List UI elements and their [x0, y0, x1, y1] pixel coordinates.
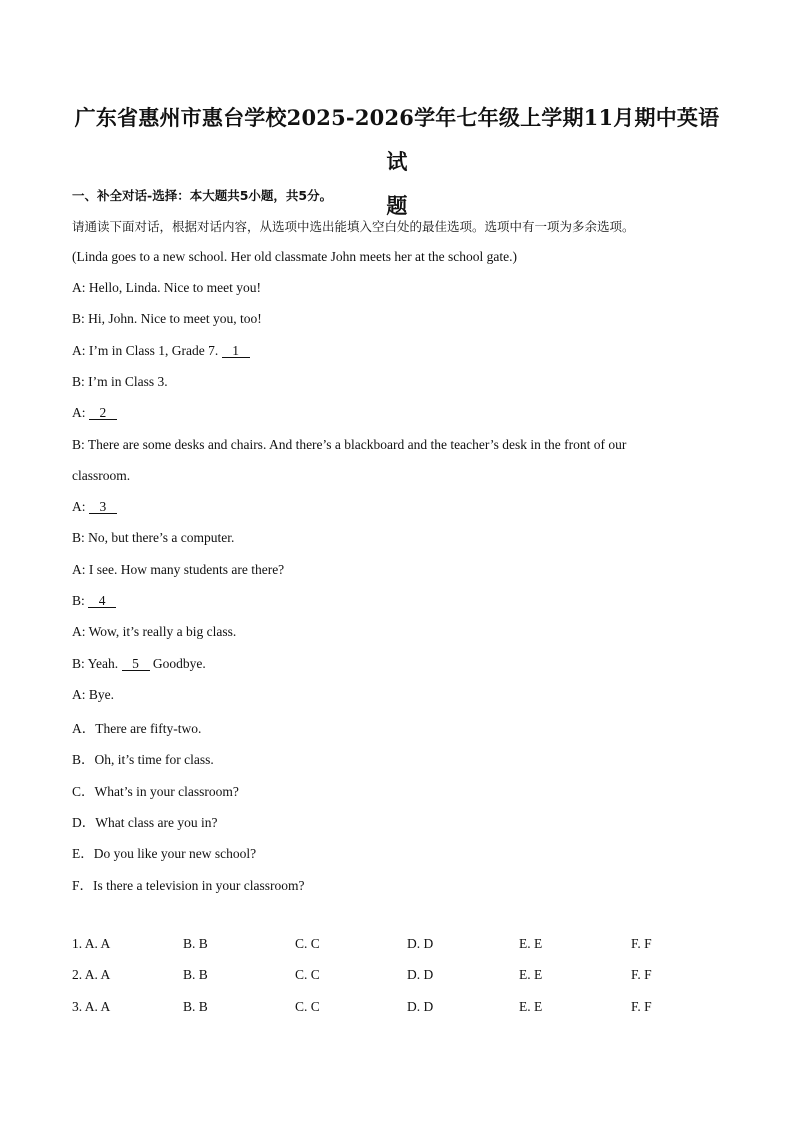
- dialogue-text: A: I’m in Class 1, Grade 7.: [72, 342, 219, 358]
- dialogue-line: [72, 437, 626, 453]
- choice-option: C．What’s in your classroom?: [72, 783, 239, 799]
- dialogue-line: [72, 499, 117, 515]
- dialogue-text: B: Hi, John. Nice to meet you, too!: [72, 311, 262, 327]
- answer-option[interactable]: F. F: [631, 998, 652, 1014]
- dialogue-line: [72, 311, 262, 327]
- choice-option: B．Oh, it’s time for class.: [72, 752, 214, 768]
- dialogue-line: [72, 468, 130, 484]
- answer-blank[interactable]: 2: [89, 406, 117, 420]
- answer-option[interactable]: B. B: [183, 936, 208, 951]
- dialogue-line: [72, 530, 234, 546]
- answer-option[interactable]: B. B: [183, 998, 208, 1014]
- answer-option[interactable]: E. E: [519, 967, 543, 983]
- answer-blank[interactable]: 4: [88, 594, 116, 608]
- dialogue-text: A: Wow, it’s really a big class.: [72, 624, 237, 640]
- dialogue-text: A: Hello, Linda. Nice to meet you!: [72, 280, 261, 295]
- title-line-1: 广东省惠州市惠台学校2025-2026学年七年级上学期11月期中英语试: [74, 105, 720, 174]
- dialogue-line: [72, 374, 168, 390]
- answer-option[interactable]: 3. A. A: [72, 998, 111, 1014]
- choice-option: D．What class are you in?: [72, 814, 218, 830]
- answer-option[interactable]: B. B: [183, 967, 208, 983]
- dialogue-line: [72, 687, 114, 703]
- title-line-2: 题: [386, 193, 408, 218]
- dialogue-text: B:: [72, 593, 85, 608]
- answer-blank[interactable]: 1: [222, 344, 250, 358]
- answer-option[interactable]: 2. A. A: [72, 967, 111, 983]
- answer-option[interactable]: E. E: [519, 998, 543, 1014]
- dialogue-line: [72, 405, 117, 421]
- answer-option[interactable]: D. D: [407, 998, 434, 1014]
- section-heading: 一、补全对话-选择：本大题共5小题，共5分。: [72, 188, 333, 203]
- dialogue-text: B: There are some desks and chairs. And there’s a blackboard and the teacher’s desk in the front of our: [72, 436, 627, 452]
- dialogue-text: B: I’m in Class 3.: [72, 373, 168, 389]
- dialogue-line: [72, 593, 116, 609]
- answer-row: [72, 967, 722, 985]
- dialogue-text: B: Yeah.: [72, 655, 119, 671]
- dialogue-line: [72, 280, 261, 296]
- answer-option[interactable]: E. E: [519, 936, 543, 951]
- dialogue-line: [72, 562, 284, 578]
- dialogue-text-after: Goodbye.: [152, 655, 206, 671]
- answer-option[interactable]: F. F: [631, 936, 652, 951]
- dialogue-text: classroom.: [72, 467, 131, 483]
- answer-option[interactable]: D. D: [407, 967, 434, 983]
- answer-option[interactable]: C. C: [295, 967, 320, 983]
- answer-option[interactable]: D. D: [407, 936, 434, 951]
- choice-option: A．There are fifty-two.: [72, 721, 202, 736]
- answer-row: [72, 999, 722, 1017]
- answer-blank[interactable]: 5: [122, 657, 150, 671]
- answer-option[interactable]: F. F: [631, 967, 652, 983]
- choice-option: F．Is there a television in your classroom?: [72, 877, 305, 893]
- dialogue-text: A: Bye.: [72, 686, 114, 702]
- answer-option[interactable]: C. C: [295, 936, 320, 951]
- dialogue-text: A:: [72, 499, 86, 515]
- answer-row: [72, 936, 722, 954]
- dialogue-text: A:: [72, 405, 86, 421]
- dialogue-line: [72, 656, 206, 672]
- answer-blank[interactable]: 3: [89, 500, 117, 514]
- dialogue-text: A: I see. How many students are there?: [72, 561, 285, 577]
- dialogue-line: [72, 343, 250, 359]
- answer-option[interactable]: 1. A. A: [72, 936, 111, 951]
- dialogue-context: (Linda goes to a new school. Her old classmate John meets her at the school gate.): [72, 249, 517, 264]
- choice-option: E．Do you like your new school?: [72, 846, 257, 862]
- document-title: [72, 96, 722, 228]
- answer-option[interactable]: C. C: [295, 998, 320, 1014]
- instructions: 请通读下面对话，根据对话内容，从选项中选出能填入空白处的最佳选项。选项中有一项为多余选项。: [72, 219, 635, 234]
- dialogue-line: [72, 624, 236, 640]
- dialogue-text: B: No, but there’s a computer.: [72, 530, 235, 546]
